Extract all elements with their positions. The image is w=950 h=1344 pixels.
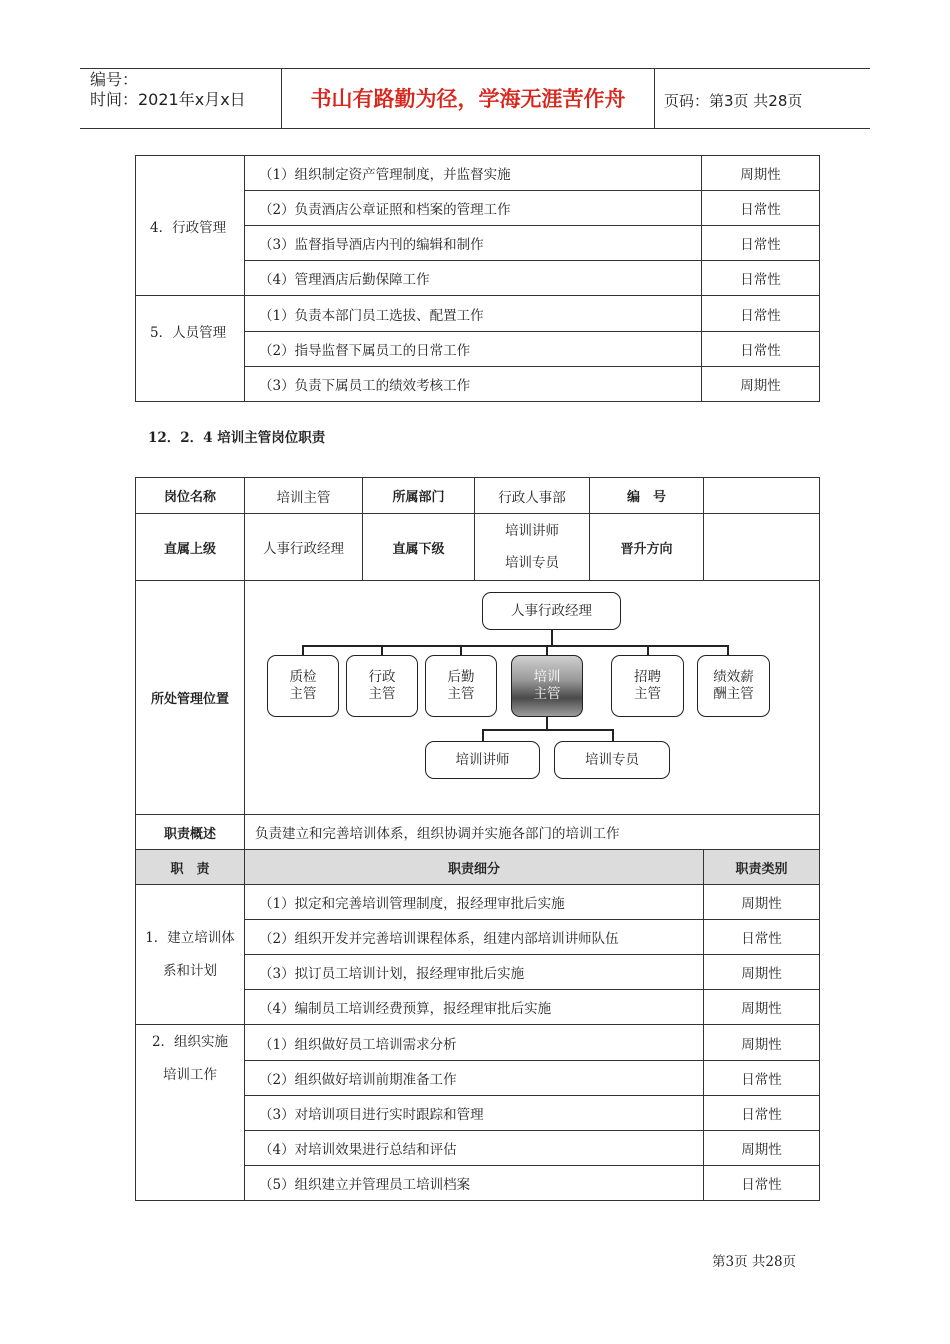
header-number: 编号： [90, 70, 139, 89]
duty-detail: （4）对培训效果进行总结和评估 [245, 1131, 704, 1166]
duty-type: 日常性 [704, 1096, 820, 1131]
col-header-duty: 职 责 [136, 850, 245, 885]
table-row [136, 885, 820, 920]
duty-type: 日常性 [704, 1166, 820, 1201]
duty-detail: （1）组织做好员工培训需求分析 [245, 1025, 704, 1061]
org-connector [482, 729, 613, 731]
header-meta [90, 70, 246, 110]
table-row [136, 514, 820, 581]
table-row [136, 478, 820, 514]
position-label: 所处管理位置 [136, 581, 245, 815]
duty-category-line2: 系和计划 [163, 962, 217, 979]
org-node-current: 培训 主管 [511, 655, 583, 717]
summary-value: 负责建立和完善培训体系，组织协调并实施各部门的培训工作 [245, 815, 820, 850]
org-node-peer: 质检 主管 [267, 655, 339, 717]
duty-detail: （1）拟定和完善培训管理制度，报经理审批后实施 [245, 885, 704, 920]
duty-detail: （4）编制员工培训经费预算，报经理审批后实施 [245, 990, 704, 1025]
org-connector [647, 645, 649, 655]
org-connector [546, 645, 548, 655]
duties-table-continued [135, 155, 820, 402]
org-node-peer: 行政 主管 [346, 655, 418, 717]
post-name-value: 培训主管 [245, 478, 363, 514]
duty-category-line2: 培训工作 [163, 1067, 217, 1083]
org-connector [302, 645, 304, 655]
org-connector [302, 645, 728, 647]
org-node-peer: 绩效薪 酬主管 [697, 655, 770, 717]
job-description-table [135, 477, 820, 1201]
duty-type: 周期性 [704, 1131, 820, 1166]
org-connector [460, 645, 462, 655]
duty-type: 周期性 [704, 885, 820, 920]
empty-cell [136, 367, 245, 402]
duty-detail: （1）负责本部门员工选拔、配置工作 [245, 296, 702, 332]
subordinate-value [475, 514, 590, 581]
duty-category-line1: 2．组织实施 [151, 1034, 229, 1050]
org-connector [381, 645, 383, 655]
duty-category: 5．人员管理 [136, 296, 245, 367]
org-connector [551, 630, 553, 645]
org-connector [482, 729, 484, 741]
header-bottom-rule [80, 128, 870, 129]
org-connector [546, 717, 548, 729]
col-header-type: 职责类别 [704, 850, 820, 885]
subordinate-label: 直属下级 [363, 514, 475, 581]
duty-type: 日常性 [702, 296, 820, 332]
table-header-row [136, 850, 820, 885]
duty-category [136, 1025, 245, 1201]
org-node-sub: 培训专员 [554, 741, 670, 779]
duty-type: 周期性 [702, 156, 820, 191]
duty-type: 周期性 [702, 367, 820, 402]
org-node-peer: 后勤 主管 [425, 655, 497, 717]
superior-value: 人事行政经理 [245, 514, 363, 581]
header-time: 时间：2021年x月x日 [90, 90, 246, 109]
summary-label: 职责概述 [136, 815, 245, 850]
duty-detail: （2）负责酒店公章证照和档案的管理工作 [245, 191, 702, 226]
table-row [136, 1025, 820, 1061]
subordinate-2: 培训专员 [505, 555, 559, 571]
header-divider-right [654, 68, 655, 128]
duty-type: 日常性 [704, 1061, 820, 1096]
duty-category-line1: 1．建立培训体 [145, 929, 235, 946]
duty-category: 4．行政管理 [136, 156, 245, 296]
duty-type: 周期性 [704, 1025, 820, 1061]
duty-type: 日常性 [702, 226, 820, 261]
header-page-number: 页码：第3页 共28页 [664, 92, 803, 110]
duty-type: 周期性 [704, 990, 820, 1025]
org-node-sub: 培训讲师 [425, 741, 540, 779]
table-row [136, 367, 820, 402]
duty-detail: （5）组织建立并管理员工培训档案 [245, 1166, 704, 1201]
superior-label: 直属上级 [136, 514, 245, 581]
table-row [136, 815, 820, 850]
header-motto: 书山有路勤为径，学海无涯苦作舟 [310, 87, 626, 111]
duty-detail: （3）负责下属员工的绩效考核工作 [245, 367, 702, 402]
duty-detail: （2）组织开发并完善培训课程体系，组建内部培训讲师队伍 [245, 920, 704, 955]
section-title: 12．2．4 培训主管岗位职责 [148, 430, 326, 446]
duty-detail: （4）管理酒店后勤保障工作 [245, 261, 702, 296]
org-node-top: 人事行政经理 [482, 592, 621, 630]
subordinate-1: 培训讲师 [505, 523, 559, 539]
duty-type: 日常性 [702, 261, 820, 296]
duty-detail: （2）指导监督下属员工的日常工作 [245, 332, 702, 367]
post-name-label: 岗位名称 [136, 478, 245, 514]
page-footer: 第3页 共28页 [712, 1254, 797, 1270]
duty-type: 周期性 [704, 955, 820, 990]
duty-detail: （3）对培训项目进行实时跟踪和管理 [245, 1096, 704, 1131]
dept-value: 行政人事部 [475, 478, 590, 514]
org-connector [727, 645, 729, 655]
duty-type: 日常性 [702, 191, 820, 226]
col-header-detail: 职责细分 [245, 850, 704, 885]
table-row [136, 156, 820, 191]
duty-type: 日常性 [704, 920, 820, 955]
duty-detail: （2）组织做好培训前期准备工作 [245, 1061, 704, 1096]
table-row [136, 296, 820, 332]
promotion-label: 晋升方向 [590, 514, 704, 581]
dept-label: 所属部门 [363, 478, 475, 514]
org-node-peer: 招聘 主管 [611, 655, 684, 717]
promotion-value [704, 514, 820, 581]
duty-detail: （3）拟订员工培训计划，报经理审批后实施 [245, 955, 704, 990]
number-value [704, 478, 820, 514]
duty-detail: （3）监督指导酒店内刊的编辑和制作 [245, 226, 702, 261]
org-connector [612, 729, 614, 741]
duty-detail: （1）组织制定资产管理制度，并监督实施 [245, 156, 702, 191]
number-label: 编 号 [590, 478, 704, 514]
duty-category [136, 885, 245, 1025]
duty-type: 日常性 [702, 332, 820, 367]
